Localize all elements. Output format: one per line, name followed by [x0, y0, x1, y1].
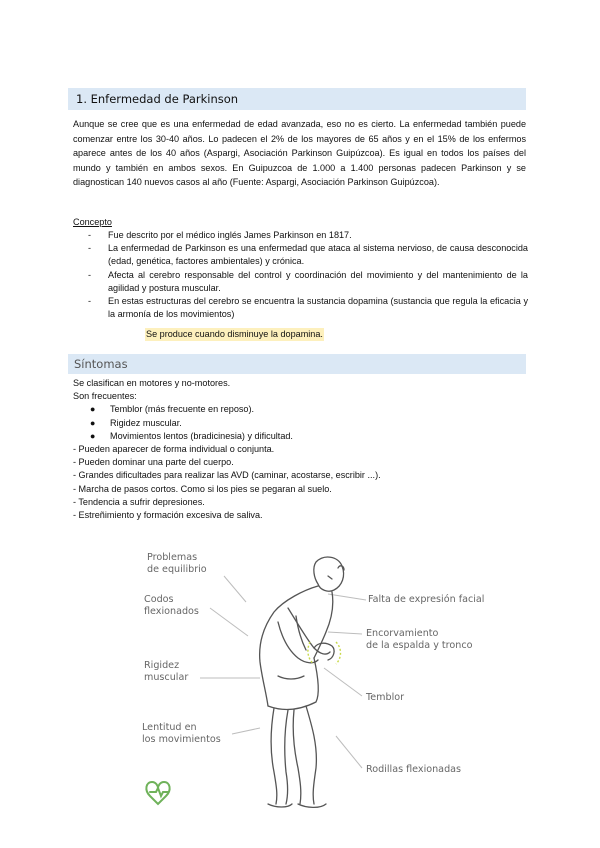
leader-line-knees — [336, 736, 362, 768]
arm-outline — [288, 608, 330, 654]
leader-lines — [200, 576, 366, 768]
symptom-bullet — [73, 417, 533, 430]
label-elbows — [144, 594, 199, 618]
label-rigidity — [144, 660, 188, 684]
leader-line-elbows — [210, 608, 248, 636]
jacket-hem-outline — [268, 658, 318, 709]
symptoms-block — [73, 377, 533, 522]
shoe-outline — [268, 804, 292, 807]
jacket-detail — [296, 616, 306, 650]
dash-marker: - — [88, 296, 92, 307]
leader-line-slowness — [232, 728, 260, 734]
intro-paragraph: Aunque se cree que es una enfermedad de edad avanzada, eso no es cierto. La enfermedad también puede comenzar entre los 30-40 años. Lo padecen el 2% de los mayores de 65 años y en el 15% de los enfermos aparece antes de los 40 años (Aspargi, Asociación Parkinson Guipúzcoa). Es igual en todos los países del mundo y también en ambos sexos. En Guipuzcoa de 1.000 a 1.400 personas padecen Parkinson y se diagnostican 140 nuevos casos al año (Fuente: Aspargi, Asociación Parkinson Guipúzcoa). — [73, 119, 526, 188]
tremor-mark — [336, 642, 341, 664]
label-back — [366, 628, 473, 652]
label-elbows-line1: Codos — [144, 594, 174, 605]
bullet-marker: ● — [90, 430, 96, 441]
tremor-marks — [308, 642, 341, 664]
symptoms-bullets — [73, 403, 533, 443]
leader-line-back — [328, 632, 362, 634]
section-heading-sintomas: Síntomas — [68, 354, 526, 374]
label-slowness-line2: los movimientos — [142, 734, 221, 745]
face-detail — [328, 576, 332, 579]
label-balance-line1: Problemas — [147, 552, 198, 563]
label-back-line1: Encorvamiento — [366, 628, 439, 639]
logo-icon — [146, 782, 169, 804]
leg-outline — [285, 710, 288, 804]
concept-item — [88, 295, 528, 321]
symptom-bullet — [73, 430, 533, 443]
label-balance-line2: de equilibrio — [147, 564, 207, 575]
label-face: Falta de expresión facial — [368, 594, 485, 605]
leader-line-balance — [224, 576, 246, 602]
concept-title: Concepto — [73, 217, 112, 227]
symptom-dash-line: - Pueden aparecer de forma individual o conjunta. — [73, 444, 275, 455]
concept-item-text: Fue descrito por el médico inglés James Parkinson en 1817. — [108, 230, 352, 240]
concept-item-text: La enfermedad de Parkinson es una enfermedad que ataca al sistema nervioso, de causa desconocida (edad, genética, factores ambientales) y crónica. — [108, 243, 528, 267]
label-back-line2: de la espalda y tronco — [366, 640, 473, 651]
symptoms-line: Son frecuentes: — [73, 391, 137, 402]
bullet-marker: ● — [90, 404, 96, 415]
dopamine-highlight: Se produce cuando disminuye la dopamina. — [146, 329, 323, 339]
concept-item — [88, 242, 528, 268]
bullet-marker: ● — [90, 417, 96, 428]
symptom-bullet — [73, 403, 533, 416]
concept-item-text: Afecta al cerebro responsable del control y coordinación del movimiento y del mantenimiento de la agilidad y postura muscular. — [108, 269, 528, 293]
leg-outline — [271, 708, 277, 804]
symptom-dash-line: - Grandes dificultades para realizar las AVD (caminar, acostarse, escribir ...). — [73, 470, 381, 481]
tremor-mark — [308, 642, 314, 664]
label-rigidity-line2: muscular — [144, 672, 189, 683]
parkinson-illustration — [128, 546, 504, 814]
leader-line-tremor — [324, 668, 362, 696]
logo-pulse-line — [150, 788, 168, 796]
symptom-dash-line: - Tendencia a sufrir depresiones. — [73, 496, 205, 507]
label-tremor: Temblor — [366, 692, 405, 703]
label-elbows-line2: flexionados — [144, 606, 199, 617]
concept-item — [88, 229, 528, 242]
symptom-dash-line: - Marcha de pasos cortos. Como si los pies se pegaran al suelo. — [73, 483, 332, 494]
label-knees: Rodillas flexionadas — [366, 764, 462, 775]
symptoms-line: Se clasifican en motores y no-motores. — [73, 378, 231, 388]
concept-list — [88, 229, 528, 321]
leg-outline — [306, 706, 316, 804]
symptom-bullet-text: Movimientos lentos (bradicinesia) y dificultad. — [110, 430, 293, 441]
symptom-bullet-text: Temblor (más frecuente en reposo). — [110, 404, 255, 415]
label-rigidity-line1: Rigidez — [144, 660, 180, 671]
symptom-dash-line: - Estreñimiento y formación excesiva de saliva. — [73, 510, 263, 521]
jacket-detail — [278, 676, 304, 679]
dash-marker: - — [88, 243, 92, 254]
label-balance — [147, 552, 207, 576]
label-slowness-line1: Lentitud en — [142, 722, 197, 733]
label-slowness — [142, 722, 221, 746]
section-heading-parkinson: 1. Enfermedad de Parkinson — [68, 88, 526, 110]
symptom-dash-line: - Pueden dominar una parte del cuerpo. — [73, 457, 234, 468]
front-torso-outline — [314, 592, 333, 658]
dash-marker: - — [88, 269, 92, 280]
concept-item-text: En estas estructuras del cerebro se encuentra la sustancia dopamina (sustancia que regula la eficacia y la armonía de los movimientos) — [108, 296, 528, 320]
shoe-outline — [298, 804, 326, 807]
leader-line-face — [328, 594, 366, 600]
concept-item — [88, 269, 528, 295]
dash-marker: - — [88, 230, 92, 240]
symptom-bullet-text: Rigidez muscular. — [110, 417, 182, 428]
leg-outline — [293, 710, 301, 804]
